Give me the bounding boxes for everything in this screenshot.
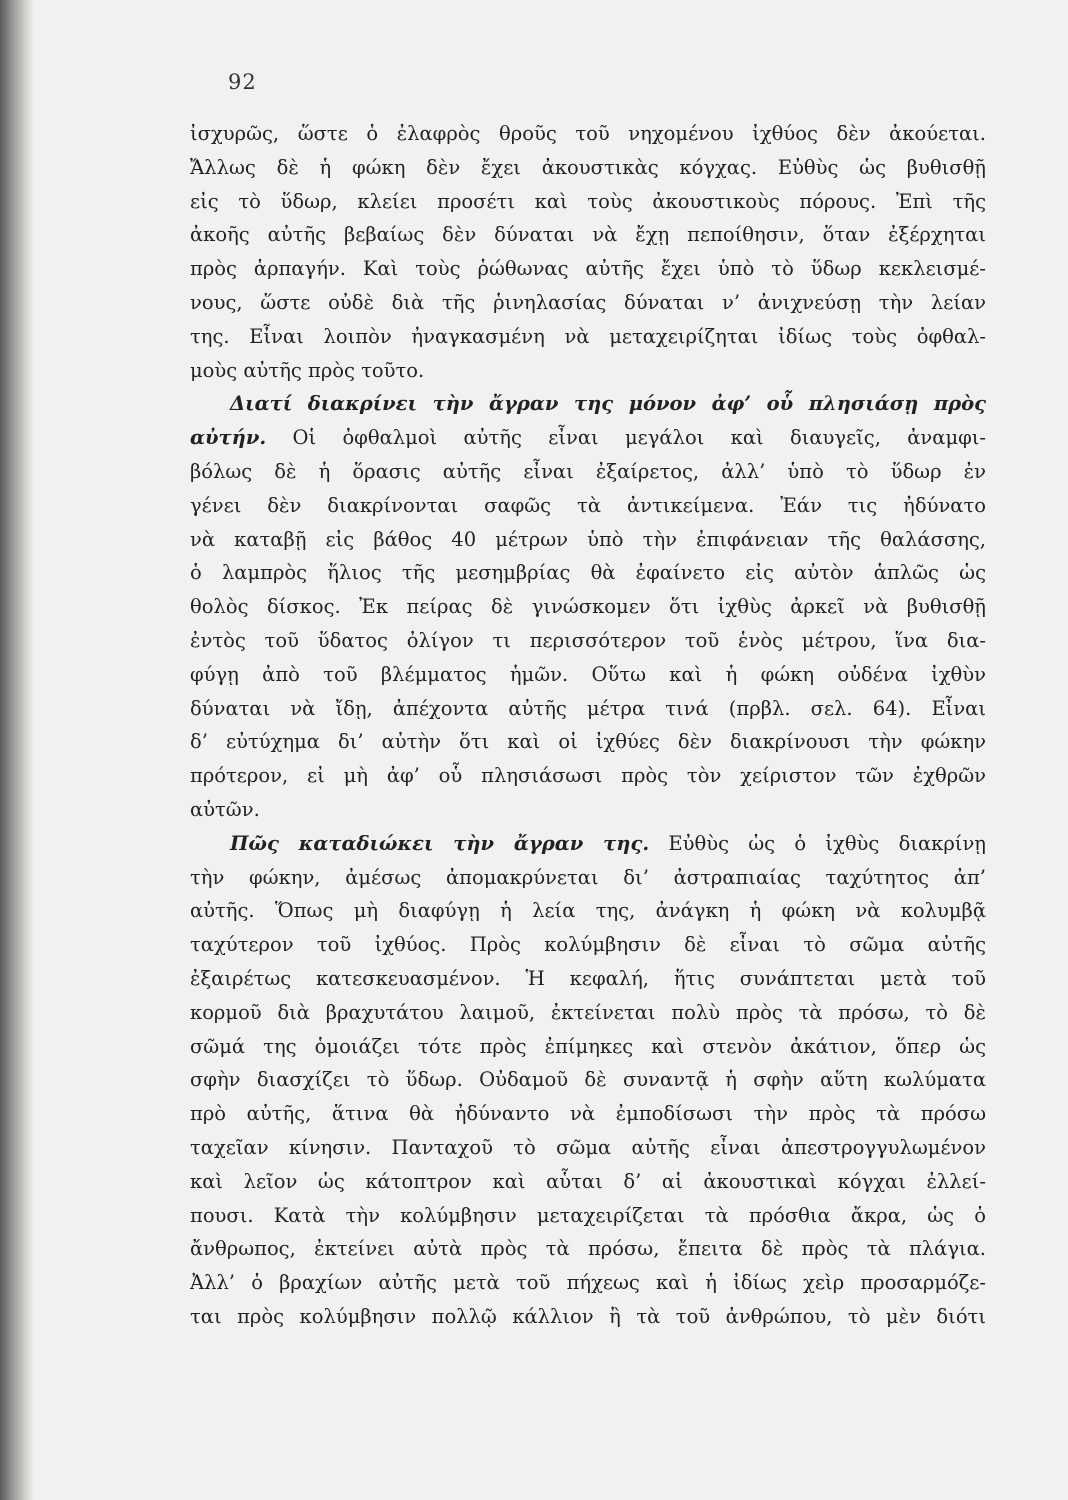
line-text: σῶμά της ὁμοιάζει τότε πρὸς ἐπίμηκες καὶ στενὸν ἀκάτιον, ὅπερ ὡς	[190, 1034, 986, 1058]
line-text: ταχύτερον τοῦ ἰχθύος. Πρὸς κολύμβησιν δὲ εἶναι τὸ σῶμα αὐτῆς	[190, 933, 986, 957]
text-line	[190, 725, 986, 759]
text-line	[190, 185, 986, 219]
book-gutter-shadow	[0, 0, 34, 1500]
line-text: της. Εἶναι λοιπὸν ἠναγκασμένη νὰ μεταχειρίζηται ἰδίως τοὺς ὀφθαλ-	[190, 324, 986, 348]
line-text: κορμοῦ διὰ βραχυτάτου λαιμοῦ, ἐκτείνεται πολὺ πρὸς τὰ πρόσω, τὸ δὲ	[190, 1000, 986, 1024]
section-heading: Διατί διακρίνει τὴν ἄγραν της μόνον ἀφ’ οὗ πλησιάσῃ πρὸς	[230, 392, 986, 416]
text-line	[190, 252, 986, 286]
page-number: 92	[228, 70, 257, 94]
line-text: ἀκοῆς αὐτῆς βεβαίως δὲν δύναται νὰ ἔχῃ πεποίθησιν, ὅταν ἐξέρχηται	[190, 223, 986, 247]
text-line	[190, 1300, 986, 1334]
text-line	[190, 1199, 986, 1233]
line-text: σφὴν διασχίζει τὸ ὕδωρ. Οὐδαμοῦ δὲ συναντᾷ ἡ σφὴν αὕτη κωλύματα	[190, 1068, 986, 1092]
text-line	[190, 928, 986, 962]
text-line	[190, 827, 986, 861]
line-text: Οἱ ὀφθαλμοὶ αὐτῆς εἶναι μεγάλοι καὶ διαυγεῖς, ἀναμφι-	[266, 426, 986, 450]
text-line	[190, 861, 986, 895]
text-line	[190, 590, 986, 624]
line-text: θολὸς δίσκος. Ἐκ πείρας δὲ γινώσκομεν ὅτι ἰχθὺς ἀρκεῖ νὰ βυθισθῇ	[190, 595, 986, 619]
text-line	[190, 1232, 986, 1266]
line-text: ἄνθρωπος, ἐκτείνει αὐτὰ πρὸς τὰ πρόσω, ἔπειτα δὲ πρὸς τὰ πλάγια.	[190, 1237, 986, 1261]
text-line	[190, 523, 986, 557]
line-text: πρὸ αὐτῆς, ἅτινα θὰ ἠδύναντο νὰ ἐμποδίσωσι τὴν πρὸς τὰ πρόσω	[190, 1102, 986, 1126]
line-text: πρότερον, εἰ μὴ ἀφ’ οὗ πλησιάσωσι πρὸς τὸν χείριστον τῶν ἐχθρῶν	[190, 764, 986, 788]
line-text: δύναται νὰ ἴδῃ, ἀπέχοντα αὐτῆς μέτρα τινά (πρβλ. σελ. 64). Εἶναι	[190, 696, 986, 720]
text-line	[190, 387, 986, 421]
line-text: τὴν φώκην, ἀμέσως ἀπομακρύνεται δι’ ἀστραπιαίας ταχύτητος ἀπ’	[190, 865, 986, 889]
text-line	[190, 1097, 986, 1131]
text-line	[190, 117, 986, 151]
text-line	[190, 556, 986, 590]
text-line	[190, 793, 986, 827]
line-text: ταχεῖαν κίνησιν. Πανταχοῦ τὸ σῶμα αὐτῆς εἶναι ἀπεστρογγυλωμένον	[190, 1135, 986, 1159]
text-line	[190, 1165, 986, 1199]
section-heading: Πῶς καταδιώκει τὴν ἄγραν της.	[230, 831, 650, 855]
line-text: νους, ὥστε οὐδὲ διὰ τῆς ῥινηλασίας δύναται ν’ ἀνιχνεύσῃ τὴν λείαν	[190, 290, 986, 314]
text-line	[190, 692, 986, 726]
text-line	[190, 286, 986, 320]
line-text: ἐντὸς τοῦ ὕδατος ὀλίγον τι περισσότερον τοῦ ἑνὸς μέτρου, ἵνα δια-	[190, 628, 986, 652]
section-heading: αὐτήν.	[190, 426, 267, 450]
text-line	[190, 1063, 986, 1097]
text-line	[190, 759, 986, 793]
line-text: Εὐθὺς ὡς ὁ ἰχθὺς διακρίνῃ	[649, 831, 986, 855]
line-text: αὐτῆς. Ὅπως μὴ διαφύγῃ ἡ λεία της, ἀνάγκη ἡ φώκη νὰ κολυμβᾷ	[190, 899, 986, 923]
text-line	[190, 1030, 986, 1064]
line-text: νὰ καταβῇ εἰς βάθος 40 μέτρων ὑπὸ τὴν ἐπιφάνειαν τῆς θαλάσσης,	[190, 527, 986, 551]
line-text: πουσι. Κατὰ τὴν κολύμβησιν μεταχειρίζεται τὰ πρόσθια ἄκρα, ὡς ὁ	[190, 1203, 986, 1227]
text-line	[190, 421, 986, 455]
line-text: ἰσχυρῶς, ὥστε ὁ ἐλαφρὸς θροῦς τοῦ νηχομένου ἰχθύος δὲν ἀκούεται.	[190, 122, 986, 145]
line-text: Ἄλλως δὲ ἡ φώκη δὲν ἔχει ἀκουστικὰς κόγχας. Εὐθὺς ὡς βυθισθῇ	[190, 155, 986, 179]
text-line	[190, 658, 986, 692]
line-text: Ἀλλ’ ὁ βραχίων αὐτῆς μετὰ τοῦ πήχεως καὶ ἡ ἰδίως χεὶρ προσαρμόζε-	[190, 1271, 986, 1295]
line-text: ἐξαιρέτως κατεσκευασμένον. Ἡ κεφαλή, ἥτις συνάπτεται μετὰ τοῦ	[190, 966, 986, 990]
line-text: βόλως δὲ ἡ ὅρασις αὐτῆς εἶναι ἐξαίρετος, ἀλλ’ ὑπὸ τὸ ὕδωρ ἐν	[190, 459, 986, 483]
text-line	[190, 489, 986, 523]
text-line	[190, 894, 986, 928]
line-text: εἰς τὸ ὕδωρ, κλείει προσέτι καὶ τοὺς ἀκουστικοὺς πόρους. Ἐπὶ τῆς	[190, 189, 986, 213]
line-text: καὶ λεῖον ὡς κάτοπτρον καὶ αὗται δ’ αἱ ἀκουστικαὶ κόγχαι ἐλλεί-	[190, 1169, 986, 1193]
text-line	[190, 151, 986, 185]
text-line	[190, 455, 986, 489]
line-text: φύγῃ ἀπὸ τοῦ βλέμματος ἡμῶν. Οὕτω καὶ ἡ φώκη οὐδένα ἰχθὺν	[190, 662, 986, 686]
text-line	[190, 354, 986, 388]
text-line	[190, 320, 986, 354]
line-text: μοὺς αὐτῆς πρὸς τοῦτο.	[190, 358, 425, 382]
text-line	[190, 1266, 986, 1300]
text-line	[190, 962, 986, 996]
text-line	[190, 218, 986, 252]
text-line	[190, 624, 986, 658]
body-text	[190, 117, 986, 1334]
line-text: γένει δὲν διακρίνονται σαφῶς τὰ ἀντικείμενα. Ἐάν τις ἠδύνατο	[190, 493, 986, 517]
line-text: πρὸς ἁρπαγήν. Καὶ τοὺς ῥώθωνας αὐτῆς ἔχει ὑπὸ τὸ ὕδωρ κεκλεισμέ-	[190, 257, 986, 281]
line-text: δ’ εὐτύχημα δι’ αὐτὴν ὅτι καὶ οἱ ἰχθύες δὲν διακρίνουσι τὴν φώκην	[190, 730, 986, 754]
text-line	[190, 996, 986, 1030]
text-line	[190, 1131, 986, 1165]
line-text: ὁ λαμπρὸς ἥλιος τῆς μεσημβρίας θὰ ἐφαίνετο εἰς αὐτὸν ἁπλῶς ὡς	[190, 561, 986, 585]
line-text: ται πρὸς κολύμβησιν πολλῷ κάλλιον ἢ τὰ τοῦ ἀνθρώπου, τὸ μὲν διότι	[190, 1304, 986, 1328]
line-text: αὐτῶν.	[190, 797, 260, 821]
